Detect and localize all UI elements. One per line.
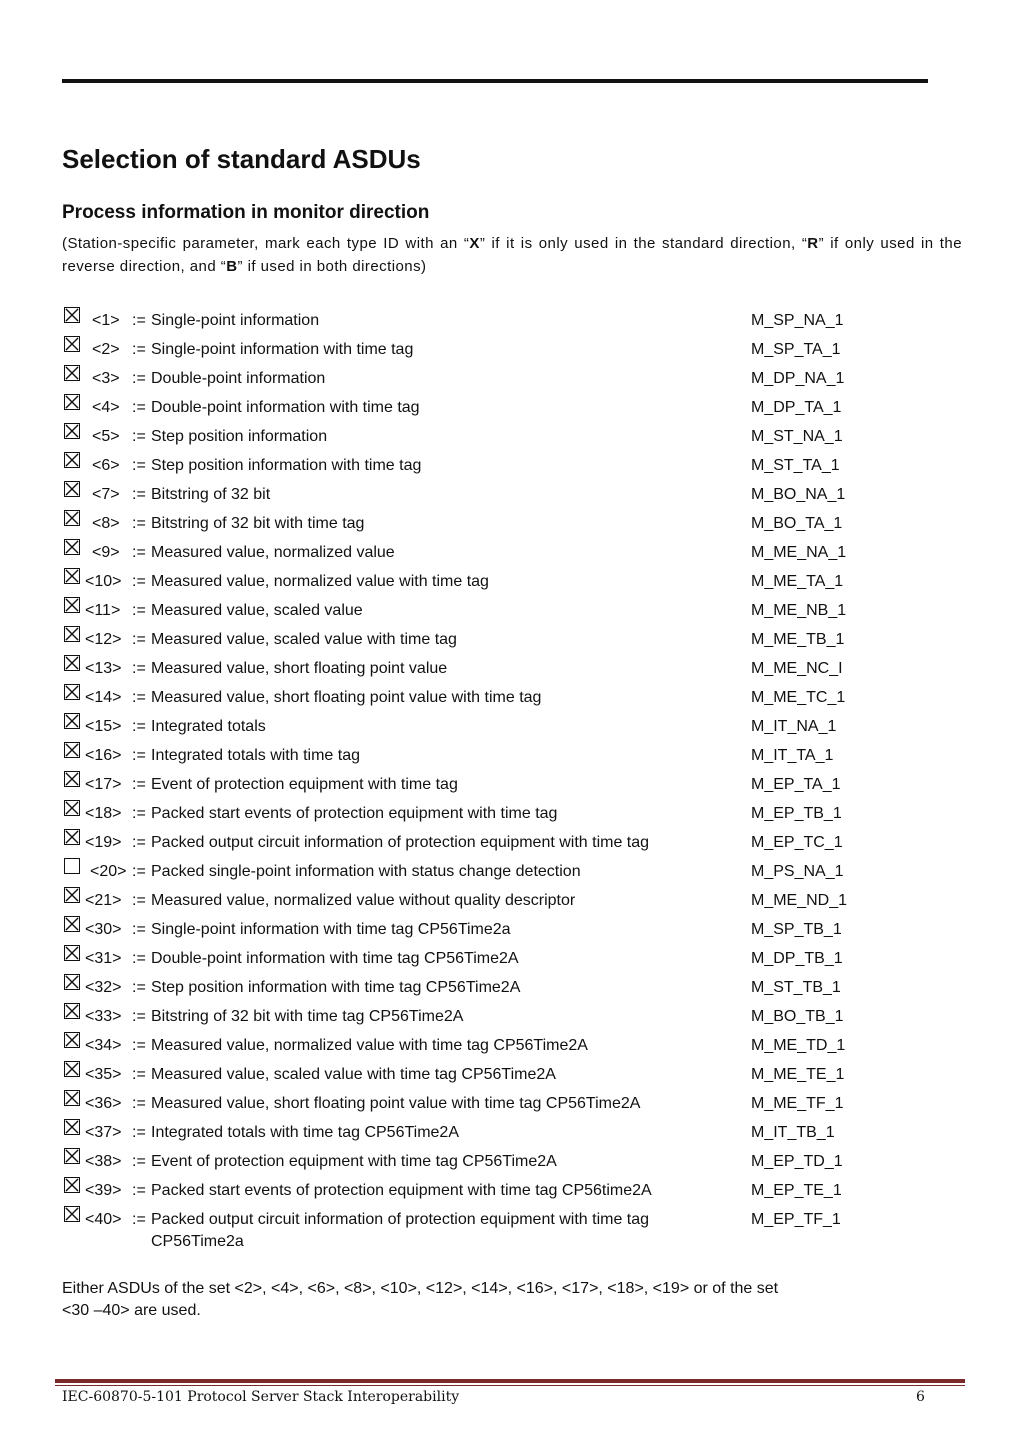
assign-symbol: :=: [132, 1066, 146, 1083]
checked-box-icon[interactable]: [64, 916, 80, 932]
asdu-description: Event of protection equipment with time tag CP56Time2A: [151, 1153, 557, 1170]
asdu-description: Packed start events of protection equipment with time tag: [151, 805, 558, 822]
asdu-type-name: M_ME_TA_1: [751, 573, 844, 590]
asdu-description: Measured value, short floating point value: [151, 660, 448, 677]
asdu-description: Double-point information: [151, 370, 326, 387]
asdu-type-id: <39>: [85, 1182, 122, 1199]
asdu-row: [62, 828, 962, 857]
asdu-description: Measured value, scaled value with time tag: [151, 631, 457, 648]
asdu-type-name: M_ME_TD_1: [751, 1037, 846, 1054]
assign-symbol: :=: [132, 979, 146, 996]
intro-text-1: (Station-specific parameter, mark each type ID with an “: [62, 235, 470, 252]
asdu-description: Measured value, normalized value with time tag CP56Time2A: [151, 1037, 588, 1054]
asdu-type-name: M_ME_TF_1: [751, 1095, 844, 1112]
asdu-type-id: <3>: [92, 370, 120, 387]
asdu-row: [62, 625, 962, 654]
asdu-row: [62, 1205, 962, 1255]
asdu-type-id: <10>: [85, 573, 122, 590]
asdu-type-name: M_BO_NA_1: [751, 486, 846, 503]
assign-symbol: :=: [132, 428, 146, 445]
asdu-description: Step position information: [151, 428, 328, 445]
asdu-type-name: M_ME_NB_1: [751, 602, 847, 619]
asdu-type-name: M_BO_TA_1: [751, 515, 843, 532]
asdu-type-name: M_ME_TC_1: [751, 689, 846, 706]
header-rule: [62, 79, 928, 83]
asdu-type-id: <6>: [92, 457, 120, 474]
assign-symbol: :=: [132, 950, 146, 967]
usage-note: Either ASDUs of the set <2>, <4>, <6>, <8>, <10>, <12>, <14>, <16>, <17>, <18>, <19> or of the set <30 –40> are used.: [62, 1280, 779, 1319]
assign-symbol: :=: [132, 486, 146, 503]
asdu-type-id: <4>: [92, 399, 120, 416]
footer-rule-thin: [55, 1385, 965, 1386]
asdu-description: Integrated totals with time tag CP56Time2A: [151, 1124, 459, 1141]
asdu-type-id: <13>: [85, 660, 122, 677]
asdu-type-name: M_DP_NA_1: [751, 370, 845, 387]
asdu-type-name: M_IT_TB_1: [751, 1124, 835, 1141]
asdu-description: Measured value, scaled value: [151, 602, 363, 619]
asdu-type-id: <19>: [85, 834, 122, 851]
asdu-type-id: <21>: [85, 892, 122, 909]
asdu-type-name: M_ME_ND_1: [751, 892, 848, 909]
asdu-type-name: M_SP_TA_1: [751, 341, 841, 358]
asdu-row: [62, 973, 962, 1002]
checked-box-icon[interactable]: [64, 307, 80, 323]
asdu-row: [62, 567, 962, 596]
checked-box-icon[interactable]: [64, 394, 80, 410]
footer-document-title: IEC-60870-5-101 Protocol Server Stack Interoperability: [62, 1389, 460, 1405]
checked-box-icon[interactable]: [64, 568, 80, 584]
asdu-description: Single-point information with time tag: [151, 341, 414, 358]
assign-symbol: :=: [132, 515, 146, 532]
footer-rule: [55, 1379, 965, 1383]
assign-symbol: :=: [132, 834, 146, 851]
asdu-type-id: <35>: [85, 1066, 122, 1083]
asdu-row: [62, 712, 962, 741]
checked-box-icon[interactable]: [64, 510, 80, 526]
asdu-type-name: M_EP_TA_1: [751, 776, 841, 793]
asdu-type-id: <16>: [85, 747, 122, 764]
asdu-row: [62, 596, 962, 625]
checked-box-icon[interactable]: [64, 481, 80, 497]
asdu-row: [62, 1147, 962, 1176]
asdu-description: Bitstring of 32 bit: [151, 486, 271, 503]
asdu-type-id: <31>: [85, 950, 122, 967]
assign-symbol: :=: [132, 776, 146, 793]
assign-symbol: :=: [132, 660, 146, 677]
asdu-type-name: M_ME_NA_1: [751, 544, 847, 561]
asdu-type-name: M_EP_TF_1: [751, 1211, 841, 1228]
assign-symbol: :=: [132, 921, 146, 938]
checked-box-icon[interactable]: [64, 684, 80, 700]
assign-symbol: :=: [132, 1124, 146, 1141]
asdu-description: Integrated totals: [151, 718, 266, 735]
assign-symbol: :=: [132, 718, 146, 735]
asdu-description: Step position information with time tag: [151, 457, 422, 474]
asdu-type-name: M_SP_TB_1: [751, 921, 842, 938]
asdu-type-id: <33>: [85, 1008, 122, 1025]
asdu-type-name: M_EP_TC_1: [751, 834, 843, 851]
asdu-type-id: <8>: [92, 515, 120, 532]
intro-paragraph: [62, 232, 962, 278]
asdu-row: [62, 1089, 962, 1118]
checked-box-icon[interactable]: [64, 423, 80, 439]
asdu-type-name: M_IT_NA_1: [751, 718, 837, 735]
asdu-type-id: <30>: [85, 921, 122, 938]
asdu-row: [62, 480, 962, 509]
asdu-row: [62, 393, 962, 422]
asdu-type-id: <17>: [85, 776, 122, 793]
asdu-type-name: M_DP_TB_1: [751, 950, 843, 967]
checked-box-icon[interactable]: [64, 1003, 80, 1019]
assign-symbol: :=: [132, 892, 146, 909]
assign-symbol: :=: [132, 631, 146, 648]
intro-text-4: ” if used in both directions): [237, 258, 427, 275]
assign-symbol: :=: [132, 1153, 146, 1170]
asdu-description: Double-point information with time tag: [151, 399, 420, 416]
asdu-type-name: M_PS_NA_1: [751, 863, 844, 880]
asdu-type-name: M_ST_TA_1: [751, 457, 840, 474]
asdu-row: [62, 915, 962, 944]
assign-symbol: :=: [132, 1037, 146, 1054]
asdu-row: [62, 1060, 962, 1089]
asdu-description: Packed output circuit information of protection equipment with time tag: [151, 834, 650, 851]
asdu-row: [62, 1002, 962, 1031]
checked-box-icon[interactable]: [64, 1032, 80, 1048]
asdu-row: [62, 1176, 962, 1205]
assign-symbol: :=: [132, 805, 146, 822]
asdu-type-name: M_EP_TE_1: [751, 1182, 842, 1199]
asdu-type-name: M_EP_TB_1: [751, 805, 842, 822]
assign-symbol: :=: [132, 312, 146, 329]
asdu-description: Step position information with time tag CP56Time2A: [151, 979, 521, 996]
checked-box-icon[interactable]: [64, 1061, 80, 1077]
asdu-type-name: M_DP_TA_1: [751, 399, 842, 416]
asdu-type-id: <40>: [85, 1211, 122, 1228]
asdu-type-name: M_ME_TE_1: [751, 1066, 845, 1083]
asdu-type-name: M_ME_NC_I: [751, 660, 843, 677]
asdu-description: Bitstring of 32 bit with time tag: [151, 515, 365, 532]
asdu-type-name: M_ME_TB_1: [751, 631, 845, 648]
asdu-type-id: <36>: [85, 1095, 122, 1112]
asdu-row: [62, 538, 962, 567]
assign-symbol: :=: [132, 1008, 146, 1025]
assign-symbol: :=: [132, 689, 146, 706]
unchecked-box-icon[interactable]: [64, 858, 80, 874]
asdu-row: [62, 741, 962, 770]
asdu-row: [62, 944, 962, 973]
asdu-row: [62, 683, 962, 712]
checked-box-icon[interactable]: [64, 1148, 80, 1164]
checked-box-icon[interactable]: [64, 452, 80, 468]
asdu-type-id: <18>: [85, 805, 122, 822]
assign-symbol: :=: [132, 573, 146, 590]
asdu-description: Measured value, scaled value with time tag CP56Time2A: [151, 1066, 556, 1083]
asdu-description: Packed single-point information with status change detection: [151, 863, 581, 880]
asdu-description: Measured value, normalized value without quality descriptor: [151, 892, 576, 909]
asdu-row: [62, 654, 962, 683]
asdu-type-name: M_ST_TB_1: [751, 979, 841, 996]
asdu-type-id: <32>: [85, 979, 122, 996]
asdu-row: [62, 364, 962, 393]
checked-box-icon[interactable]: [64, 365, 80, 381]
asdu-row: [62, 770, 962, 799]
asdu-type-id: <34>: [85, 1037, 122, 1054]
checked-box-icon[interactable]: [64, 945, 80, 961]
checked-box-icon[interactable]: [64, 829, 80, 845]
checked-box-icon[interactable]: [64, 974, 80, 990]
asdu-type-id: <9>: [92, 544, 120, 561]
asdu-type-id: <11>: [85, 602, 121, 619]
asdu-list: [62, 306, 962, 1255]
checked-box-icon[interactable]: [64, 713, 80, 729]
assign-symbol: :=: [132, 544, 146, 561]
asdu-description: Measured value, normalized value with time tag: [151, 573, 489, 590]
asdu-type-name: M_IT_TA_1: [751, 747, 834, 764]
intro-key-x: X: [469, 235, 480, 252]
checked-box-icon[interactable]: [64, 742, 80, 758]
section-title: Selection of standard ASDUs: [62, 144, 421, 174]
checked-box-icon[interactable]: [64, 800, 80, 816]
asdu-type-id: <5>: [92, 428, 120, 445]
checked-box-icon[interactable]: [64, 1090, 80, 1106]
assign-symbol: :=: [132, 747, 146, 764]
asdu-row: [62, 1118, 962, 1147]
asdu-row: [62, 886, 962, 915]
asdu-type-name: M_SP_NA_1: [751, 312, 844, 329]
checked-box-icon[interactable]: [64, 771, 80, 787]
asdu-row: [62, 799, 962, 828]
subsection-title: Process information in monitor direction: [62, 202, 430, 223]
asdu-type-id: <20>: [90, 863, 127, 880]
checked-box-icon[interactable]: [64, 1177, 80, 1193]
asdu-type-id: <12>: [85, 631, 122, 648]
asdu-row: [62, 509, 962, 538]
checked-box-icon[interactable]: [64, 655, 80, 671]
asdu-row: [62, 451, 962, 480]
footer-page-number: 6: [916, 1389, 925, 1405]
asdu-description: Measured value, short floating point value with time tag CP56Time2A: [151, 1095, 641, 1112]
intro-text-2: ” if it is only used in the standard direction, “: [479, 235, 808, 252]
asdu-description: Packed output circuit information of protection equipment with time tag CP56Time2a: [151, 1211, 650, 1250]
assign-symbol: :=: [132, 1182, 146, 1199]
assign-symbol: :=: [132, 1095, 146, 1112]
assign-symbol: :=: [132, 1211, 146, 1228]
intro-text-3: ” if only used in the reverse direction, and “: [62, 235, 962, 275]
asdu-type-id: <37>: [85, 1124, 122, 1141]
checked-box-icon[interactable]: [64, 1119, 80, 1135]
assign-symbol: :=: [132, 341, 146, 358]
asdu-description: Integrated totals with time tag: [151, 747, 360, 764]
asdu-description: Event of protection equipment with time tag: [151, 776, 458, 793]
checked-box-icon[interactable]: [64, 626, 80, 642]
asdu-type-name: M_BO_TB_1: [751, 1008, 844, 1025]
asdu-description: Double-point information with time tag CP56Time2A: [151, 950, 519, 967]
checked-box-icon[interactable]: [64, 336, 80, 352]
assign-symbol: :=: [132, 370, 146, 387]
asdu-type-id: <2>: [92, 341, 120, 358]
checked-box-icon[interactable]: [64, 539, 80, 555]
asdu-type-id: <7>: [92, 486, 120, 503]
asdu-row: [62, 1031, 962, 1060]
assign-symbol: :=: [132, 457, 146, 474]
asdu-description: Single-point information: [151, 312, 320, 329]
asdu-type-id: <38>: [85, 1153, 122, 1170]
asdu-type-id: <1>: [92, 312, 120, 329]
assign-symbol: :=: [132, 602, 146, 619]
asdu-row: [62, 422, 962, 451]
asdu-type-name: M_ST_NA_1: [751, 428, 843, 445]
asdu-row: [62, 306, 962, 335]
assign-symbol: :=: [132, 863, 146, 880]
asdu-type-name: M_EP_TD_1: [751, 1153, 843, 1170]
asdu-description: Packed start events of protection equipment with time tag CP56time2A: [151, 1182, 652, 1199]
checked-box-icon[interactable]: [64, 1206, 80, 1222]
asdu-description: Measured value, short floating point value with time tag: [151, 689, 542, 706]
asdu-type-id: <14>: [85, 689, 122, 706]
intro-key-r: R: [807, 235, 819, 252]
checked-box-icon[interactable]: [64, 597, 80, 613]
asdu-description: Bitstring of 32 bit with time tag CP56Time2A: [151, 1008, 464, 1025]
asdu-description: Measured value, normalized value: [151, 544, 395, 561]
asdu-row: [62, 335, 962, 364]
asdu-row: [62, 857, 962, 886]
assign-symbol: :=: [132, 399, 146, 416]
intro-key-b: B: [226, 258, 238, 275]
asdu-description: Single-point information with time tag CP56Time2a: [151, 921, 511, 938]
asdu-type-id: <15>: [85, 718, 122, 735]
checked-box-icon[interactable]: [64, 887, 80, 903]
